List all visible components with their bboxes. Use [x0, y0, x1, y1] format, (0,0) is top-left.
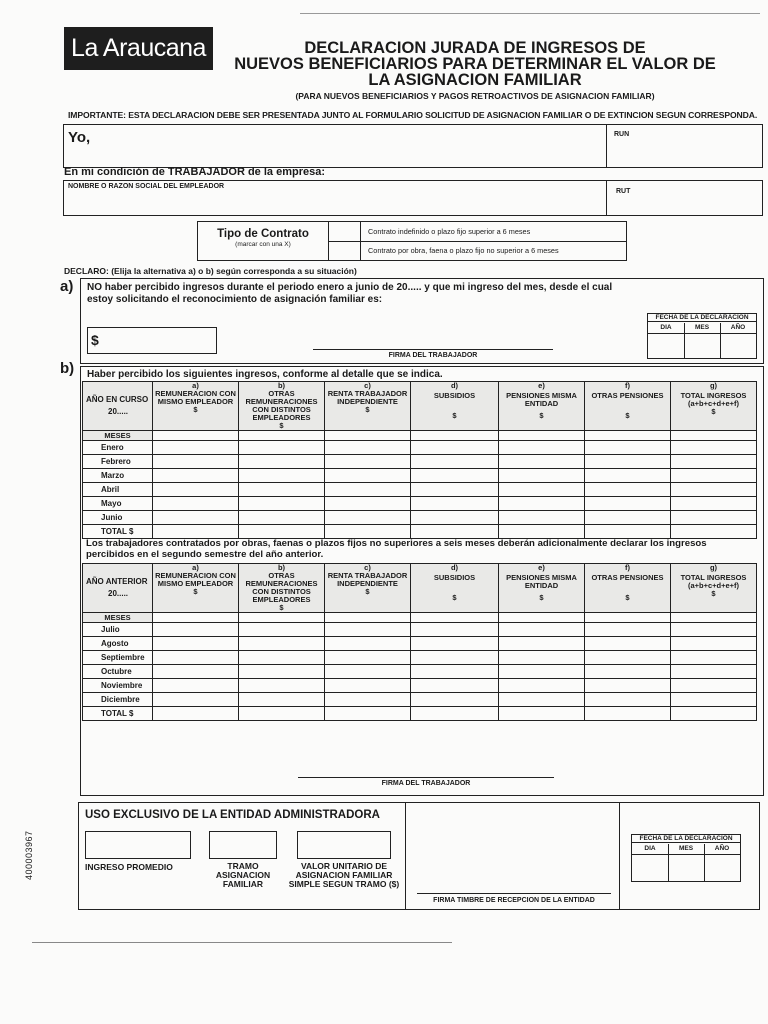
cell[interactable]	[239, 469, 325, 483]
divider	[405, 802, 406, 910]
cell[interactable]	[585, 525, 671, 539]
admin-signature-label: FIRMA TIMBRE DE RECEPCION DE LA ENTIDAD	[433, 897, 595, 904]
cell[interactable]	[671, 665, 757, 679]
col-f-header: f) OTRAS PENSIONES $	[585, 564, 671, 613]
table-row	[83, 665, 757, 679]
employer-condition: En mi condición de TRABAJADOR de la empresa:	[64, 166, 325, 178]
total-label: TOTAL $	[83, 707, 153, 721]
month-label: Agosto	[83, 637, 153, 651]
cell[interactable]	[411, 469, 499, 483]
cell[interactable]	[585, 707, 671, 721]
col-e-header: e) PENSIONES MISMA ENTIDAD $	[499, 382, 585, 431]
yo-label: Yo,	[68, 129, 91, 146]
date-dia-label: DIA	[644, 845, 656, 852]
cell[interactable]	[411, 483, 499, 497]
table-row	[83, 497, 757, 511]
cell[interactable]	[153, 455, 239, 469]
valor-unitario-label: VALOR UNITARIO DE ASIGNACION FAMILIAR SIMPLE SEGUN TRAMO ($)	[288, 861, 400, 889]
contract-type-hint: (marcar con una X)	[235, 241, 291, 248]
cell[interactable]	[585, 679, 671, 693]
cell[interactable]	[153, 497, 239, 511]
admin-title: USO EXCLUSIVO DE LA ENTIDAD ADMINISTRADORA	[85, 809, 380, 821]
cell[interactable]	[153, 483, 239, 497]
contract-type-label: Tipo de Contrato	[217, 228, 309, 240]
declaro-text: DECLARO: (Elija la alternativa a) o b) según corresponda a su situación)	[64, 266, 357, 276]
col-a-header: a) REMUNERACION CON MISMO EMPLEADOR $	[153, 382, 239, 431]
run-field[interactable]	[612, 141, 757, 165]
cell[interactable]	[153, 665, 239, 679]
cell[interactable]	[325, 623, 411, 637]
cell[interactable]	[499, 707, 585, 721]
cell[interactable]	[239, 483, 325, 497]
month-label: Julio	[83, 623, 153, 637]
cell[interactable]	[585, 693, 671, 707]
cell[interactable]	[153, 707, 239, 721]
cell[interactable]	[153, 693, 239, 707]
cell[interactable]	[153, 623, 239, 637]
option-a-letter: a)	[60, 278, 74, 295]
total-label: TOTAL $	[83, 525, 153, 539]
contract-note: Los trabajadores contratados por obras, faenas o plazos fijos no superiores a seis meses deberán adicionalmente declarar los ingresos percibidos en el segundo semestre del año anterior.	[86, 538, 707, 560]
table-row	[83, 469, 757, 483]
cell[interactable]	[671, 651, 757, 665]
cell[interactable]	[671, 679, 757, 693]
tramo-label: TRAMO ASIGNACION FAMILIAR	[215, 861, 271, 889]
admin-section	[78, 802, 760, 910]
date-mes-field[interactable]	[669, 856, 703, 880]
cell[interactable]	[499, 679, 585, 693]
cell[interactable]	[499, 483, 585, 497]
contract-type-box	[197, 221, 627, 261]
option-a-signature-label: FIRMA DEL TRABAJADOR	[388, 352, 478, 359]
col-e-header: e) PENSIONES MISMA ENTIDAD $	[499, 564, 585, 613]
month-label: Junio	[83, 511, 153, 525]
contract-option1-checkbox[interactable]	[329, 223, 359, 240]
cell[interactable]	[671, 525, 757, 539]
cell[interactable]	[411, 623, 499, 637]
month-label: Abril	[83, 483, 153, 497]
yo-row	[63, 124, 763, 168]
option-b-signature-label: FIRMA DEL TRABAJADOR	[381, 780, 471, 787]
cell[interactable]	[585, 511, 671, 525]
cell[interactable]	[671, 511, 757, 525]
rut-field[interactable]	[612, 197, 757, 214]
month-label: Marzo	[83, 469, 153, 483]
col-a-header: a) REMUNERACION CON MISMO EMPLEADOR $	[153, 564, 239, 613]
cell[interactable]	[325, 665, 411, 679]
option-a-text-1: NO haber percibido ingresos durante el periodo enero a junio de 20..... y que mi ingreso del mes, desde el cual	[87, 282, 613, 293]
date-title: FECHA DE LA DECLARACION	[632, 835, 740, 843]
option-a-text-2: estoy solicitando el reconocimiento de asignación familiar es:	[87, 294, 383, 305]
cell[interactable]	[325, 441, 411, 455]
cell[interactable]	[239, 623, 325, 637]
cell[interactable]	[585, 665, 671, 679]
divider	[606, 124, 607, 168]
cell[interactable]	[239, 455, 325, 469]
cell[interactable]	[239, 497, 325, 511]
month-label: Enero	[83, 441, 153, 455]
cell[interactable]	[585, 455, 671, 469]
table-row	[83, 637, 757, 651]
table-row	[83, 483, 757, 497]
table-row	[83, 651, 757, 665]
months-label: MESES	[83, 431, 153, 441]
currency-symbol: $	[91, 332, 99, 348]
divider	[619, 802, 620, 910]
date-dia-label: DIA	[660, 324, 672, 331]
col-f-header: f) OTRAS PENSIONES $	[585, 382, 671, 431]
table-row	[83, 511, 757, 525]
option-a-amount-field[interactable]	[87, 327, 217, 354]
cell[interactable]	[671, 497, 757, 511]
employer-row	[63, 180, 763, 216]
date-title: FECHA DE LA DECLARACION	[648, 314, 756, 322]
income-table-current-year	[82, 381, 757, 539]
cell[interactable]	[153, 511, 239, 525]
cell[interactable]	[325, 637, 411, 651]
cell[interactable]	[585, 497, 671, 511]
col-b-header: b) OTRAS REMUNERACIONES CON DISTINTOS EMPLEADORES $	[239, 382, 325, 431]
divider	[328, 241, 626, 242]
ingreso-promedio-field[interactable]	[85, 831, 191, 859]
income-table-previous-year	[82, 563, 757, 721]
option-a-signature-line[interactable]	[313, 349, 553, 350]
cell[interactable]	[239, 693, 325, 707]
title-line-3: LA ASIGNACION FAMILIAR	[368, 71, 582, 89]
year-value: 20.....	[108, 407, 129, 416]
total-row	[83, 707, 757, 721]
cell[interactable]	[499, 665, 585, 679]
title-line-1: DECLARACION JURADA DE INGRESOS DE	[304, 39, 646, 57]
cell[interactable]	[499, 469, 585, 483]
cell[interactable]	[411, 651, 499, 665]
col-b-header: b) OTRAS REMUNERACIONES CON DISTINTOS EMPLEADORES $	[239, 564, 325, 613]
cell[interactable]	[325, 497, 411, 511]
date-dia-field[interactable]	[633, 856, 667, 880]
year-header-cell	[83, 564, 153, 613]
contract-option2-checkbox[interactable]	[329, 243, 359, 260]
cell[interactable]	[499, 693, 585, 707]
cell[interactable]	[499, 511, 585, 525]
col-d-header: d) SUBSIDIOS $	[411, 382, 499, 431]
month-label: Octubre	[83, 665, 153, 679]
cell[interactable]	[671, 637, 757, 651]
col-d-header: d) SUBSIDIOS $	[411, 564, 499, 613]
ingreso-promedio-label: INGRESO PROMEDIO	[85, 862, 173, 872]
admin-date-box	[631, 834, 741, 882]
cell[interactable]	[325, 511, 411, 525]
year-header-cell	[83, 382, 153, 431]
cell[interactable]	[325, 651, 411, 665]
year-label: AÑO EN CURSO	[86, 395, 149, 404]
cell[interactable]	[499, 637, 585, 651]
total-row	[83, 525, 757, 539]
date-ano-field[interactable]	[705, 856, 739, 880]
admin-signature-line[interactable]	[417, 893, 611, 894]
employer-name-field[interactable]	[68, 193, 603, 213]
cell[interactable]	[499, 651, 585, 665]
table-row	[83, 623, 757, 637]
yo-name-field[interactable]	[176, 131, 604, 161]
cell[interactable]	[411, 497, 499, 511]
cell[interactable]	[499, 441, 585, 455]
cell[interactable]	[153, 651, 239, 665]
option-b-signature-line[interactable]	[298, 777, 554, 778]
col-g-header: g) TOTAL INGRESOS (a+b+c+d+e+f) $	[671, 564, 757, 613]
cell[interactable]	[325, 525, 411, 539]
date-mes-label: MES	[678, 845, 694, 852]
divider	[606, 180, 607, 216]
option-a-date-box	[647, 313, 757, 359]
date-ano-field[interactable]	[721, 335, 755, 357]
valor-unitario-field[interactable]	[297, 831, 391, 859]
bottom-rule	[32, 942, 452, 943]
cell[interactable]	[585, 441, 671, 455]
date-ano-label: AÑO	[714, 845, 730, 852]
cell[interactable]	[411, 525, 499, 539]
title-line-2: NUEVOS BENEFICIARIOS PARA DETERMINAR EL VALOR DE	[234, 55, 716, 73]
table-row	[83, 455, 757, 469]
table-row	[83, 679, 757, 693]
rut-label: RUT	[616, 188, 631, 195]
cell[interactable]	[325, 679, 411, 693]
month-label: Noviembre	[83, 679, 153, 693]
cell[interactable]	[411, 511, 499, 525]
cell[interactable]	[325, 483, 411, 497]
cell[interactable]	[411, 637, 499, 651]
tramo-field[interactable]	[209, 831, 277, 859]
cell[interactable]	[671, 441, 757, 455]
month-label: Mayo	[83, 497, 153, 511]
cell[interactable]	[671, 623, 757, 637]
cell[interactable]	[671, 707, 757, 721]
cell[interactable]	[239, 651, 325, 665]
cell[interactable]	[325, 693, 411, 707]
divider	[648, 333, 756, 334]
contract-option1-label: Contrato indefinido o plazo fijo superior a 6 meses	[368, 227, 531, 236]
option-a-box	[80, 278, 764, 364]
form-subtitle: (PARA NUEVOS BENEFICIARIOS Y PAGOS RETROACTIVOS DE ASIGNACION FAMILIAR)	[295, 91, 655, 101]
date-ano-label: AÑO	[730, 324, 746, 331]
cell[interactable]	[411, 665, 499, 679]
cell[interactable]	[153, 469, 239, 483]
cell[interactable]	[671, 455, 757, 469]
col-c-header: c) RENTA TRABAJADOR INDEPENDIENTE $	[325, 382, 411, 431]
cell[interactable]	[671, 693, 757, 707]
cell[interactable]	[153, 679, 239, 693]
month-label: Febrero	[83, 455, 153, 469]
cell[interactable]	[239, 511, 325, 525]
cell[interactable]	[585, 483, 671, 497]
cell[interactable]	[239, 665, 325, 679]
table-row	[83, 693, 757, 707]
date-mes-label: MES	[694, 324, 710, 331]
important-notice: IMPORTANTE: ESTA DECLARACION DEBE SER PRESENTADA JUNTO AL FORMULARIO SOLICITUD DE ASIGNACION FAMILIAR O DE EXTINCION SEGUN CORRESPONDA.	[68, 110, 758, 120]
cell[interactable]	[239, 637, 325, 651]
month-label: Septiembre	[83, 651, 153, 665]
table-row	[83, 441, 757, 455]
months-label: MESES	[83, 613, 153, 623]
top-rule	[300, 13, 760, 14]
cell[interactable]	[411, 455, 499, 469]
cell[interactable]	[411, 679, 499, 693]
col-c-header: c) RENTA TRABAJADOR INDEPENDIENTE $	[325, 564, 411, 613]
col-g-header: g) TOTAL INGRESOS (a+b+c+d+e+f) $	[671, 382, 757, 431]
cell[interactable]	[239, 525, 325, 539]
year-value: 20.....	[108, 589, 129, 598]
date-mes-field[interactable]	[685, 335, 719, 357]
cell[interactable]	[411, 441, 499, 455]
cell[interactable]	[585, 651, 671, 665]
cell[interactable]	[411, 707, 499, 721]
cell[interactable]	[499, 525, 585, 539]
run-label: RUN	[614, 131, 630, 138]
cell[interactable]	[325, 469, 411, 483]
cell[interactable]	[153, 525, 239, 539]
cell[interactable]	[239, 707, 325, 721]
cell[interactable]	[671, 469, 757, 483]
cell[interactable]	[325, 707, 411, 721]
cell[interactable]	[585, 469, 671, 483]
cell[interactable]	[585, 623, 671, 637]
contract-option2-label: Contrato por obra, faena o plazo fijo no superior a 6 meses	[368, 246, 559, 255]
cell[interactable]	[585, 637, 671, 651]
employer-name-label: NOMBRE O RAZON SOCIAL DEL EMPLEADOR	[68, 183, 225, 190]
cell[interactable]	[499, 455, 585, 469]
divider	[360, 222, 361, 260]
divider	[632, 854, 740, 855]
option-b-intro: Haber percibido los siguientes ingresos, conforme al detalle que se indica.	[87, 369, 443, 380]
cell[interactable]	[153, 637, 239, 651]
option-b-letter: b)	[60, 360, 75, 377]
cell[interactable]	[499, 623, 585, 637]
form-title	[225, 40, 725, 88]
cell[interactable]	[671, 483, 757, 497]
cell[interactable]	[411, 693, 499, 707]
cell[interactable]	[239, 679, 325, 693]
serial-number: 400003967	[24, 830, 34, 880]
date-dia-field[interactable]	[649, 335, 683, 357]
year-label: AÑO ANTERIOR	[86, 577, 148, 586]
cell[interactable]	[499, 497, 585, 511]
month-label: Diciembre	[83, 693, 153, 707]
cell[interactable]	[325, 455, 411, 469]
cell[interactable]	[239, 441, 325, 455]
cell[interactable]	[153, 441, 239, 455]
la-araucana-logo: La Araucana	[64, 27, 213, 70]
